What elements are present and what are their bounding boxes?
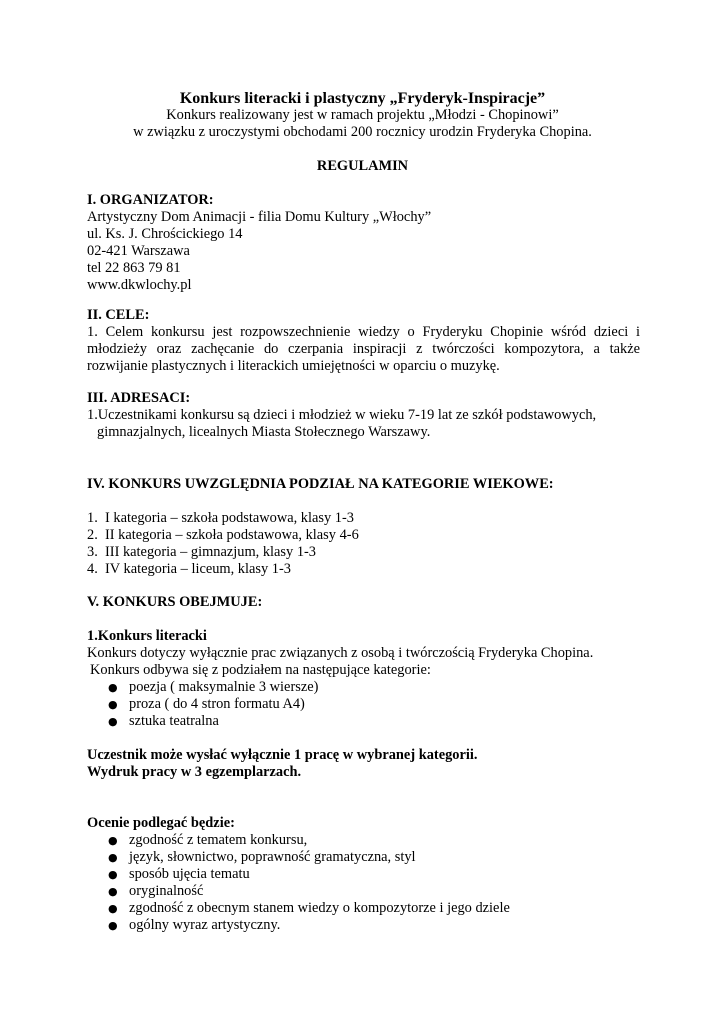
- literary-line-1: Konkurs dotyczy wyłącznie prac związanych z osobą i twórczością Fryderyka Chopina.: [87, 645, 594, 661]
- rule-one-work: Uczestnik może wysłać wyłącznie 1 pracę w wybranej kategorii.: [87, 747, 478, 763]
- bullet-icon: ●: [108, 868, 118, 881]
- organizer-phone: tel 22 863 79 81: [87, 260, 181, 276]
- list-item-number: 2.: [87, 527, 98, 543]
- bullet-icon: ●: [108, 885, 118, 898]
- organizer-website: www.dkwlochy.pl: [87, 277, 192, 293]
- list-item-number: 3.: [87, 544, 98, 560]
- list-item: zgodność z tematem konkursu,: [129, 832, 308, 848]
- list-item: poezja ( maksymalnie 3 wiersze): [129, 679, 319, 695]
- list-item: IV kategoria – liceum, klasy 1-3: [105, 561, 291, 577]
- bullet-icon: ●: [108, 851, 118, 864]
- organizer-street: ul. Ks. J. Chrościckiego 14: [87, 226, 243, 242]
- list-item: język, słownictwo, poprawność gramatyczna, styl: [129, 849, 416, 865]
- goals-heading: II. CELE:: [87, 307, 150, 323]
- rule-copies: Wydruk pracy w 3 egzemplarzach.: [87, 764, 302, 780]
- bullet-icon: ●: [108, 698, 118, 711]
- organizer-city: 02-421 Warszawa: [87, 243, 190, 259]
- goals-line-2: młodzieży oraz zachęcanie do czerpania inspiracji z twórczości kompozytora, a także: [87, 341, 640, 357]
- bullet-icon: ●: [108, 902, 118, 915]
- bullet-icon: ●: [108, 919, 118, 932]
- list-item: III kategoria – gimnazjum, klasy 1-3: [105, 544, 316, 560]
- addressees-heading: III. ADRESACI:: [87, 390, 191, 406]
- list-item: oryginalność: [129, 883, 204, 899]
- bullet-icon: ●: [108, 834, 118, 847]
- list-item: II kategoria – szkoła podstawowa, klasy 4-6: [105, 527, 359, 543]
- regulamin-heading: REGULAMIN: [316, 158, 409, 174]
- goals-line-1: 1. Celem konkursu jest rozpowszechnienie wiedzy o Fryderyku Chopinie wśród dzieci i: [87, 324, 640, 340]
- subtitle-project: Konkurs realizowany jest w ramach projektu „Młodzi - Chopinowi”: [166, 107, 559, 123]
- list-item: sztuka teatralna: [129, 713, 219, 729]
- categories-heading: IV. KONKURS UWZGLĘDNIA PODZIAŁ NA KATEGORIE WIEKOWE:: [87, 476, 554, 492]
- organizer-name: Artystyczny Dom Animacji - filia Domu Kultury „Włochy”: [87, 209, 432, 225]
- literary-line-2: Konkurs odbywa się z podziałem na następujące kategorie:: [90, 662, 431, 678]
- bullet-icon: ●: [108, 681, 118, 694]
- organizer-heading: I. ORGANIZATOR:: [87, 192, 214, 208]
- scope-heading: V. KONKURS OBEJMUJE:: [87, 594, 263, 610]
- list-item: zgodność z obecnym stanem wiedzy o kompozytorze i jego dziele: [129, 900, 510, 916]
- list-item-number: 1.: [87, 510, 98, 526]
- list-item: proza ( do 4 stron formatu A4): [129, 696, 305, 712]
- list-item-number: 4.: [87, 561, 98, 577]
- literary-heading: 1.Konkurs literacki: [87, 628, 207, 644]
- goals-line-3: rozwijanie plastycznych i literackich umiejętności w oparciu o muzykę.: [87, 358, 500, 374]
- document-title: Konkurs literacki i plastyczny „Fryderyk-Inspiracje”: [179, 90, 546, 107]
- criteria-heading: Ocenie podlegać będzie:: [87, 815, 235, 831]
- subtitle-occasion: w związku z uroczystymi obchodami 200 rocznicy urodzin Fryderyka Chopina.: [133, 124, 592, 140]
- list-item: sposób ujęcia tematu: [129, 866, 250, 882]
- list-item: ogólny wyraz artystyczny.: [129, 917, 281, 933]
- addressees-line-1: 1.Uczestnikami konkursu są dzieci i młodzież w wieku 7-19 lat ze szkół podstawowych,: [87, 407, 597, 423]
- bullet-icon: ●: [108, 715, 118, 728]
- list-item: I kategoria – szkoła podstawowa, klasy 1-3: [105, 510, 354, 526]
- addressees-line-2: gimnazjalnych, licealnych Miasta Stołecznego Warszawy.: [97, 424, 431, 440]
